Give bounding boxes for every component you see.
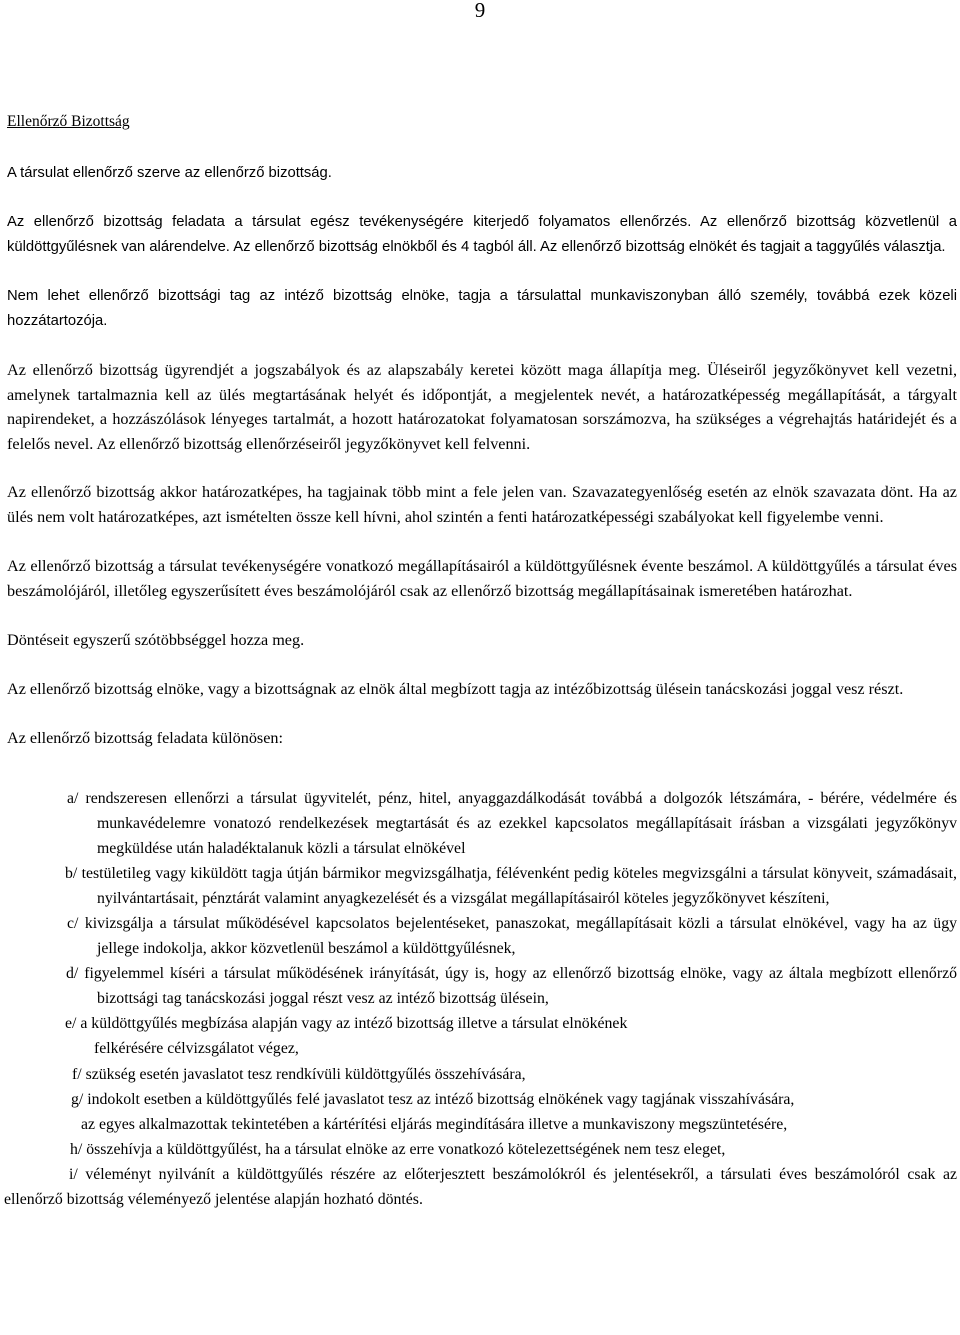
list-item-e-line2: felkérésére célvizsgálatot végez, xyxy=(94,1040,299,1057)
paragraph-1: A társulat ellenőrző szerve az ellenőrző bizottság. xyxy=(7,165,332,181)
page-number: 9 xyxy=(474,0,486,22)
task-list xyxy=(4,786,957,1212)
document-body xyxy=(4,110,957,1212)
list-item-i: i/ véleményt nyilvánít a küldöttgyűlés részére az előterjesztett beszámolókról és jelentésekről, a társulati éves beszámolóról csak az ellenőrző bizottság véleményező jelentése alapján hozható döntés. xyxy=(4,1166,957,1208)
list-item-g-line2: az egyes alkalmazottak tekintetében a kártérítési eljárás megindítására illetve a munkaviszony megszüntetésére, xyxy=(81,1116,788,1133)
list-item-c: c/ kivizsgálja a társulat működésével kapcsolatos bejelentéseket, panaszokat, megállapításait közli a társulat elnökével, vagy ha az ügy jellege indokolja, akkor közvetlenül beszámol a küldöttgyűlésnek, xyxy=(67,915,957,957)
paragraph-4: Az ellenőrző bizottság ügyrendjét a jogszabályok és az alapszabály keretei között maga állapítja meg. Üléseiről jegyzőkönyvet kell vezetni, amelynek tartalmaznia kell az ülés megtartásának helyét és időpontját, a megjelentek nevét, a határozatképesség megállapítását, a tárgyalt napirendeket, a hozzászólások lényeges tartalmát, a hozott határozatokat folyamatosan sorszámozva, ha szükséges a végrehajtás határidejét és a felelős nevel. Az ellenőrző bizottság ellenőrzéseiről jegyzőkönyvet kell felvenni. xyxy=(7,361,957,453)
list-item-d: d/ figyelemmel kíséri a társulat működésének irányítását, úgy is, hogy az ellenőrző bizottság elnöke, vagy az általa megbízott ellenőrző bizottsági tag tanácskozási joggal részt vesz az intéző bizottság ülésein, xyxy=(66,965,957,1007)
list-item-e-line1: e/ a küldöttgyűlés megbízása alapján vagy az intéző bizottság illetve a társulat elnökének xyxy=(65,1015,628,1032)
list-item-f: f/ szükség esetén javaslatot tesz rendkívüli küldöttgyűlés összehívására, xyxy=(72,1066,526,1083)
paragraph-9: Az ellenőrző bizottság feladata különösen: xyxy=(7,728,283,747)
paragraph-6: Az ellenőrző bizottság a társulat tevékenységére vonatkozó megállapításairól a küldöttgyűlésnek évente beszámol. A küldöttgyűlés a társulat éves beszámolójáról, illetőleg egyszerűsített éves beszámolójáról csak az ellenőrző bizottság megállapításainak ismeretében határozhat. xyxy=(7,557,957,600)
paragraph-7: Döntéseit egyszerű szótöbbséggel hozza meg. xyxy=(7,631,305,649)
list-item-h: h/ összehívja a küldöttgyűlést, ha a társulat elnöke az erre vonatkozó kötelezettségének nem tesz eleget, xyxy=(70,1141,726,1158)
paragraph-3: Nem lehet ellenőrző bizottsági tag az intéző bizottság elnöke, tagja a társulattal munkaviszonyban álló személy, továbbá ezek közeli hozzátartozója. xyxy=(7,288,957,329)
paragraph-8: Az ellenőrző bizottság elnöke, vagy a bizottságnak az elnök által megbízott tagja az intézőbizottság ülésein tanácskozási joggal vesz részt. xyxy=(7,679,904,698)
paragraph-5: Az ellenőrző bizottság akkor határozatképes, ha tagjainak több mint a fele jelen van. Szavazategyenlőség esetén az elnök szavazata dönt. Ha az ülés nem volt határozatképes, azt ismételten össze kell hívni, ahol szintén a fenti határozatképességi szabályokat kell figyelembe venni. xyxy=(7,483,957,526)
list-item-a: a/ rendszeresen ellenőrzi a társulat ügyvitelét, pénz, hitel, anyaggazdálkodását továbbá a dolgozók létszámára, - bérére, védelmére és munkavédelemre vonatozó rendelkezések megtartását és az ezekkel kapcsolatos megállapításait írásban a vizsgálati jegyzőkönyv megküldése után haladéktalanuk közli a társulat elnökével xyxy=(67,790,957,857)
list-item-b: b/ testületileg vagy kiküldött tagja útján bármikor megvizsgálhatja, félévenként pedig köteles megvizsgálni a társulat könyveit, számadásait, nyilvántartásait, pénztárát valamint anyagkezelését és a vizsgálat megállapításairól köteles jegyzőkönyvet készíteni, xyxy=(65,865,957,907)
list-item-g-line1: g/ indokolt esetben a küldöttgyűlés felé javaslatot tesz az intéző bizottság elnökének vagy tagjának visszahívására, xyxy=(71,1091,795,1108)
paragraph-2: Az ellenőrző bizottság feladata a társulat egész tevékenységére kiterjedő folyamatos ellenőrzés. Az ellenőrző bizottság közvetlenül a küldöttgyűlésnek van alárendelve. Az ellenőrző bizottság elnökből és 4 tagból áll. Az ellenőrző bizottság elnökét és tagjait a taggyűlés választja. xyxy=(7,214,957,255)
section-heading: Ellenőrző Bizottság xyxy=(7,113,130,130)
